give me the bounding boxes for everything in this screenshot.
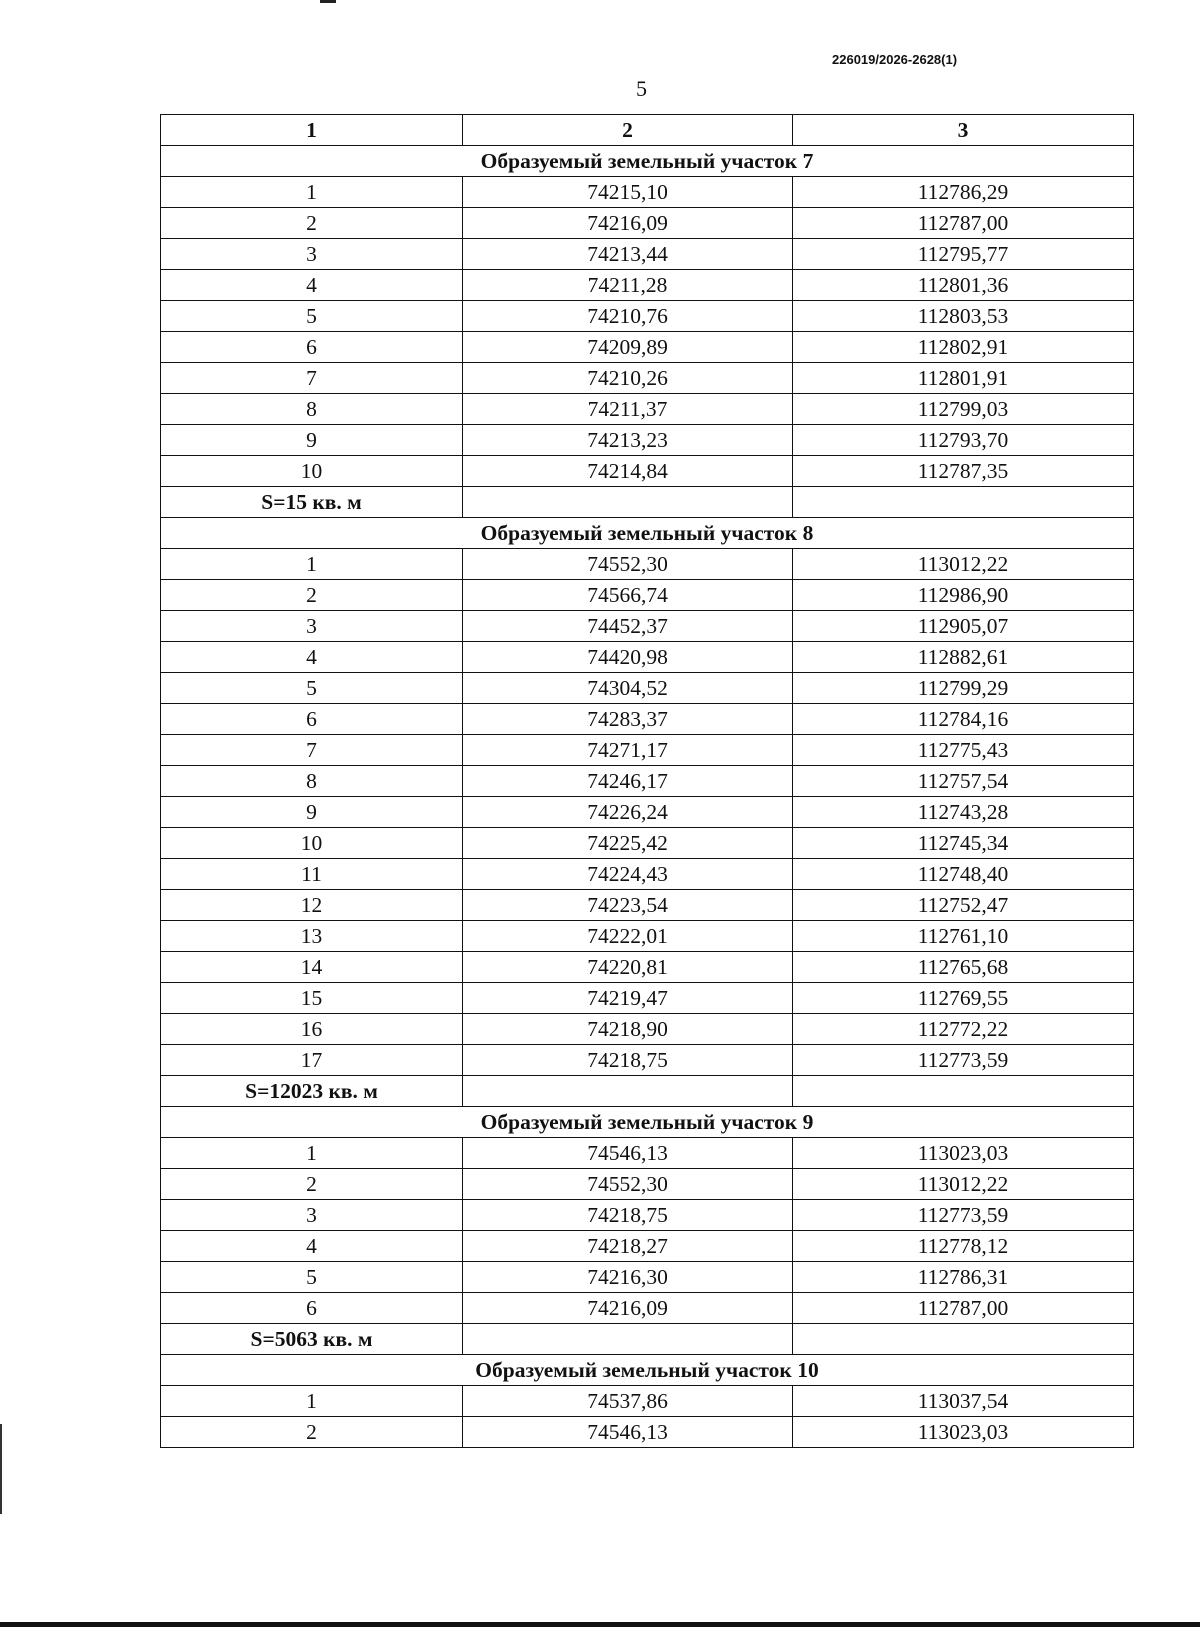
scan-edge-mark — [0, 1424, 2, 1514]
table-row — [161, 642, 1134, 673]
scan-mark — [320, 0, 336, 3]
table-row — [161, 1045, 1134, 1076]
x-coordinate-cell: 74223,54 — [463, 890, 793, 921]
x-coordinate-cell: 74304,52 — [463, 673, 793, 704]
y-coordinate-cell: 112752,47 — [793, 890, 1134, 921]
table-row — [161, 270, 1134, 301]
point-number-cell: 10 — [161, 828, 463, 859]
point-number-cell: 3 — [161, 239, 463, 270]
coordinates-table — [160, 114, 1134, 1448]
area-row — [161, 1324, 1134, 1355]
table-row — [161, 1138, 1134, 1169]
y-coordinate-cell: 112765,68 — [793, 952, 1134, 983]
x-coordinate-cell: 74211,37 — [463, 394, 793, 425]
table-row — [161, 177, 1134, 208]
x-coordinate-cell: 74420,98 — [463, 642, 793, 673]
y-coordinate-cell: 112802,91 — [793, 332, 1134, 363]
table-row — [161, 549, 1134, 580]
table-row — [161, 1200, 1134, 1231]
table-row — [161, 797, 1134, 828]
table-row — [161, 1293, 1134, 1324]
table-row — [161, 363, 1134, 394]
table-row — [161, 673, 1134, 704]
table-row — [161, 952, 1134, 983]
section-title: Образуемый земельный участок 8 — [161, 518, 1134, 549]
y-coordinate-cell: 112799,29 — [793, 673, 1134, 704]
area-row — [161, 1076, 1134, 1107]
x-coordinate-cell: 74452,37 — [463, 611, 793, 642]
point-number-cell: 13 — [161, 921, 463, 952]
x-coordinate-cell: 74552,30 — [463, 1169, 793, 1200]
section-title: Образуемый земельный участок 7 — [161, 146, 1134, 177]
table-row — [161, 456, 1134, 487]
y-coordinate-cell: 112795,77 — [793, 239, 1134, 270]
header-cell-2: 2 — [463, 115, 793, 146]
table-row — [161, 1231, 1134, 1262]
y-coordinate-cell: 112769,55 — [793, 983, 1134, 1014]
area-label: S=5063 кв. м — [161, 1324, 463, 1355]
section-title-row — [161, 518, 1134, 549]
x-coordinate-cell: 74215,10 — [463, 177, 793, 208]
y-coordinate-cell: 112787,00 — [793, 208, 1134, 239]
point-number-cell: 9 — [161, 425, 463, 456]
empty-cell — [793, 1324, 1134, 1355]
section-title: Образуемый земельный участок 10 — [161, 1355, 1134, 1386]
x-coordinate-cell: 74218,27 — [463, 1231, 793, 1262]
y-coordinate-cell: 112757,54 — [793, 766, 1134, 797]
document-code: 226019/2026-2628(1) — [832, 52, 958, 67]
area-label: S=15 кв. м — [161, 487, 463, 518]
header-row — [161, 115, 1134, 146]
x-coordinate-cell: 74218,90 — [463, 1014, 793, 1045]
table-row — [161, 580, 1134, 611]
point-number-cell: 10 — [161, 456, 463, 487]
y-coordinate-cell: 113012,22 — [793, 549, 1134, 580]
x-coordinate-cell: 74209,89 — [463, 332, 793, 363]
y-coordinate-cell: 112773,59 — [793, 1200, 1134, 1231]
point-number-cell: 5 — [161, 673, 463, 704]
point-number-cell: 1 — [161, 177, 463, 208]
coordinates-table-body — [161, 115, 1134, 1448]
y-coordinate-cell: 112745,34 — [793, 828, 1134, 859]
x-coordinate-cell: 74225,42 — [463, 828, 793, 859]
y-coordinate-cell: 112778,12 — [793, 1231, 1134, 1262]
y-coordinate-cell: 113037,54 — [793, 1386, 1134, 1417]
point-number-cell: 4 — [161, 1231, 463, 1262]
x-coordinate-cell: 74246,17 — [463, 766, 793, 797]
x-coordinate-cell: 74210,26 — [463, 363, 793, 394]
area-label: S=12023 кв. м — [161, 1076, 463, 1107]
table-row — [161, 611, 1134, 642]
table-row — [161, 735, 1134, 766]
table-row — [161, 208, 1134, 239]
empty-cell — [463, 1076, 793, 1107]
table-row — [161, 1169, 1134, 1200]
point-number-cell: 2 — [161, 580, 463, 611]
x-coordinate-cell: 74537,86 — [463, 1386, 793, 1417]
header-cell-3: 3 — [793, 115, 1134, 146]
point-number-cell: 15 — [161, 983, 463, 1014]
y-coordinate-cell: 112748,40 — [793, 859, 1134, 890]
point-number-cell: 5 — [161, 301, 463, 332]
y-coordinate-cell: 112986,90 — [793, 580, 1134, 611]
x-coordinate-cell: 74271,17 — [463, 735, 793, 766]
x-coordinate-cell: 74211,28 — [463, 270, 793, 301]
table-row — [161, 766, 1134, 797]
y-coordinate-cell: 112786,31 — [793, 1262, 1134, 1293]
scan-bottom-border — [0, 1622, 1200, 1627]
y-coordinate-cell: 112799,03 — [793, 394, 1134, 425]
x-coordinate-cell: 74566,74 — [463, 580, 793, 611]
table-row — [161, 890, 1134, 921]
y-coordinate-cell: 112882,61 — [793, 642, 1134, 673]
section-title-row — [161, 1355, 1134, 1386]
x-coordinate-cell: 74214,84 — [463, 456, 793, 487]
x-coordinate-cell: 74213,44 — [463, 239, 793, 270]
y-coordinate-cell: 112786,29 — [793, 177, 1134, 208]
table-row — [161, 394, 1134, 425]
point-number-cell: 17 — [161, 1045, 463, 1076]
table-row — [161, 425, 1134, 456]
y-coordinate-cell: 112905,07 — [793, 611, 1134, 642]
point-number-cell: 14 — [161, 952, 463, 983]
x-coordinate-cell: 74218,75 — [463, 1200, 793, 1231]
point-number-cell: 2 — [161, 208, 463, 239]
x-coordinate-cell: 74222,01 — [463, 921, 793, 952]
x-coordinate-cell: 74283,37 — [463, 704, 793, 735]
table-row — [161, 301, 1134, 332]
page-number: 5 — [636, 76, 647, 101]
table-row — [161, 828, 1134, 859]
empty-cell — [793, 1076, 1134, 1107]
point-number-cell: 9 — [161, 797, 463, 828]
x-coordinate-cell: 74216,30 — [463, 1262, 793, 1293]
point-number-cell: 3 — [161, 1200, 463, 1231]
point-number-cell: 8 — [161, 766, 463, 797]
x-coordinate-cell: 74216,09 — [463, 208, 793, 239]
x-coordinate-cell: 74546,13 — [463, 1417, 793, 1448]
point-number-cell: 1 — [161, 549, 463, 580]
x-coordinate-cell: 74224,43 — [463, 859, 793, 890]
header-cell-1: 1 — [161, 115, 463, 146]
table-row — [161, 1417, 1134, 1448]
x-coordinate-cell: 74216,09 — [463, 1293, 793, 1324]
x-coordinate-cell: 74218,75 — [463, 1045, 793, 1076]
point-number-cell: 1 — [161, 1138, 463, 1169]
y-coordinate-cell: 112787,00 — [793, 1293, 1134, 1324]
x-coordinate-cell: 74210,76 — [463, 301, 793, 332]
table-row — [161, 1386, 1134, 1417]
y-coordinate-cell: 112784,16 — [793, 704, 1134, 735]
table-row — [161, 859, 1134, 890]
point-number-cell: 7 — [161, 735, 463, 766]
table-row — [161, 332, 1134, 363]
section-title-row — [161, 146, 1134, 177]
point-number-cell: 7 — [161, 363, 463, 394]
point-number-cell: 6 — [161, 1293, 463, 1324]
x-coordinate-cell: 74220,81 — [463, 952, 793, 983]
point-number-cell: 12 — [161, 890, 463, 921]
empty-cell — [463, 1324, 793, 1355]
y-coordinate-cell: 113012,22 — [793, 1169, 1134, 1200]
point-number-cell: 6 — [161, 704, 463, 735]
y-coordinate-cell: 112801,36 — [793, 270, 1134, 301]
y-coordinate-cell: 112773,59 — [793, 1045, 1134, 1076]
y-coordinate-cell: 113023,03 — [793, 1138, 1134, 1169]
x-coordinate-cell: 74552,30 — [463, 549, 793, 580]
section-title-row — [161, 1107, 1134, 1138]
x-coordinate-cell: 74226,24 — [463, 797, 793, 828]
point-number-cell: 8 — [161, 394, 463, 425]
x-coordinate-cell: 74546,13 — [463, 1138, 793, 1169]
y-coordinate-cell: 112787,35 — [793, 456, 1134, 487]
table-row — [161, 239, 1134, 270]
y-coordinate-cell: 112793,70 — [793, 425, 1134, 456]
y-coordinate-cell: 112743,28 — [793, 797, 1134, 828]
x-coordinate-cell: 74213,23 — [463, 425, 793, 456]
y-coordinate-cell: 112772,22 — [793, 1014, 1134, 1045]
point-number-cell: 2 — [161, 1417, 463, 1448]
y-coordinate-cell: 112801,91 — [793, 363, 1134, 394]
point-number-cell: 6 — [161, 332, 463, 363]
point-number-cell: 4 — [161, 642, 463, 673]
point-number-cell: 2 — [161, 1169, 463, 1200]
point-number-cell: 5 — [161, 1262, 463, 1293]
empty-cell — [463, 487, 793, 518]
area-row — [161, 487, 1134, 518]
point-number-cell: 4 — [161, 270, 463, 301]
table-row — [161, 1262, 1134, 1293]
table-row — [161, 1014, 1134, 1045]
point-number-cell: 16 — [161, 1014, 463, 1045]
y-coordinate-cell: 112803,53 — [793, 301, 1134, 332]
empty-cell — [793, 487, 1134, 518]
point-number-cell: 1 — [161, 1386, 463, 1417]
table-row — [161, 704, 1134, 735]
table-row — [161, 983, 1134, 1014]
x-coordinate-cell: 74219,47 — [463, 983, 793, 1014]
y-coordinate-cell: 112761,10 — [793, 921, 1134, 952]
point-number-cell: 3 — [161, 611, 463, 642]
section-title: Образуемый земельный участок 9 — [161, 1107, 1134, 1138]
point-number-cell: 11 — [161, 859, 463, 890]
table-row — [161, 921, 1134, 952]
y-coordinate-cell: 113023,03 — [793, 1417, 1134, 1448]
y-coordinate-cell: 112775,43 — [793, 735, 1134, 766]
